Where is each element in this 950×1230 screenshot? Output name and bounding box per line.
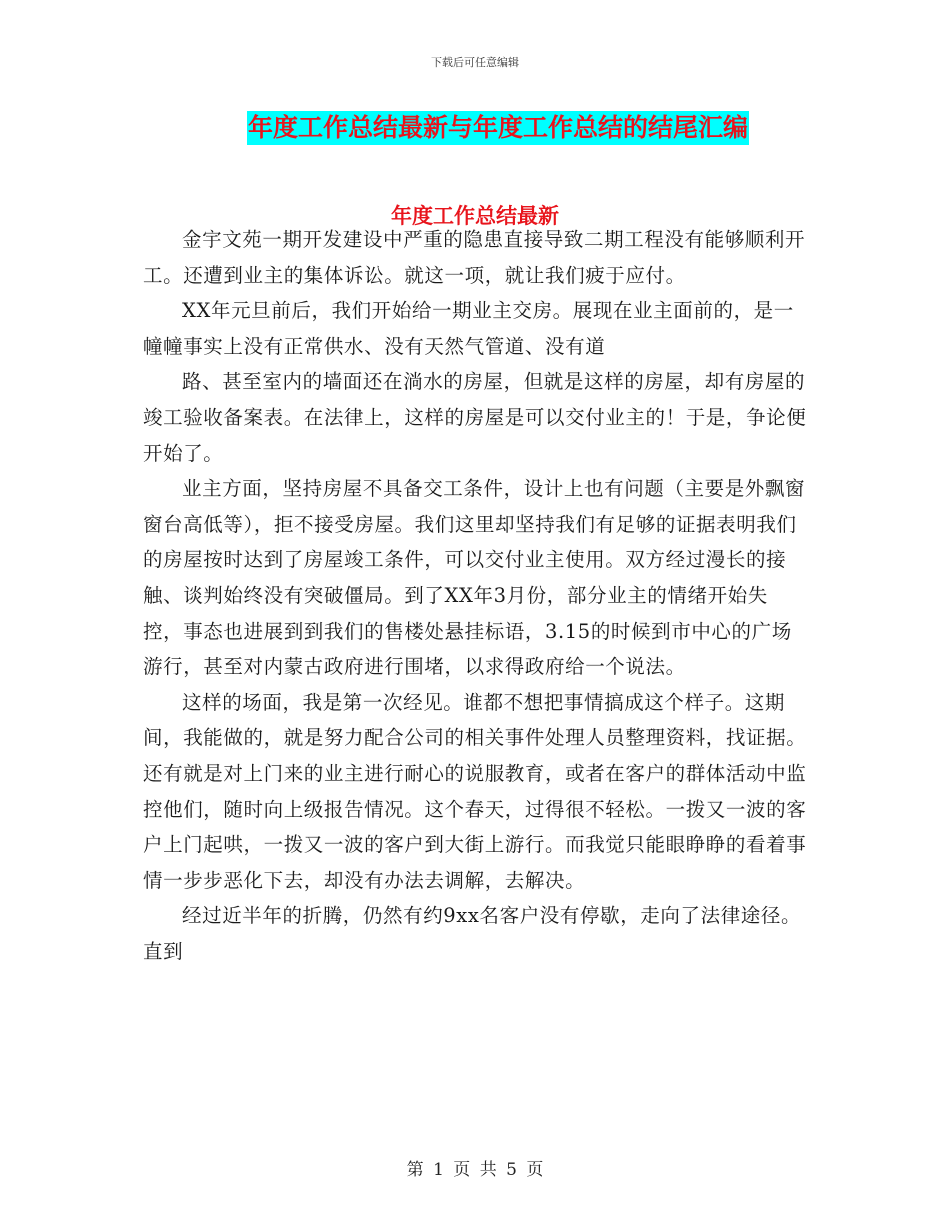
- paragraph-3: 路、甚至室内的墙面还在淌水的房屋，但就是这样的房屋，却有房屋的竣工验收备案表。在法律上，这样的房屋是可以交付业主的！于是，争论便开始了。: [143, 370, 807, 465]
- paragraph-6: 经过近半年的折腾，仍然有约9xx名客户没有停歇，走向了法律途径。直到: [143, 904, 802, 963]
- paragraph-2: XX年元旦前后，我们开始给一期业主交房。展现在业主面前的，是一幢幢事实上没有正常供水、没有天然气管道、没有道: [143, 299, 794, 358]
- paragraph-1: 金宇文苑一期开发建设中严重的隐患直接导致二期工程没有能够顺利开工。还遭到业主的集体诉讼。就这一项，就让我们疲于应付。: [143, 228, 806, 287]
- document-body: [143, 222, 808, 969]
- paragraph-4: 业主方面，坚持房屋不具备交工条件，设计上也有问题（主要是外飘窗窗台高低等），拒不接受房屋。我们这里却坚持我们有足够的证据表明我们的房屋按时达到了房屋竣工条件，可以交付业主使用。双方经过漫长的接触、谈判始终没有突破僵局。到了XX年3月份，部分业主的情绪开始失控，事态也进展到到我们的售楼处悬挂标语，3.15的时候到市中心的广场游行，甚至对内蒙古政府进行围堵，以求得政府给一个说法。: [143, 477, 806, 679]
- page-number-footer: 第 1 页 共 5 页: [406, 1160, 544, 1180]
- section-heading: 年度工作总结最新: [391, 204, 559, 228]
- page-header-note: 下载后可任意编辑: [431, 56, 519, 69]
- document-title: 年度工作总结最新与年度工作总结的结尾汇编: [247, 111, 749, 145]
- paragraph-5: 这样的场面，我是第一次经见。谁都不想把事情搞成这个样子。这期间，我能做的，就是努力配合公司的相关事件处理人员整理资料，找证据。还有就是对上门来的业主进行耐心的说服教育，或者在客户的群体活动中监控他们，随时向上级报告情况。这个春天，过得很不轻松。一拨又一波的客户上门起哄，一拨又一波的客户到大街上游行。而我觉只能眼睁睁的看着事情一步步恶化下去，却没有办法去调解，去解决。: [143, 690, 807, 892]
- document-title-container: [0, 111, 950, 145]
